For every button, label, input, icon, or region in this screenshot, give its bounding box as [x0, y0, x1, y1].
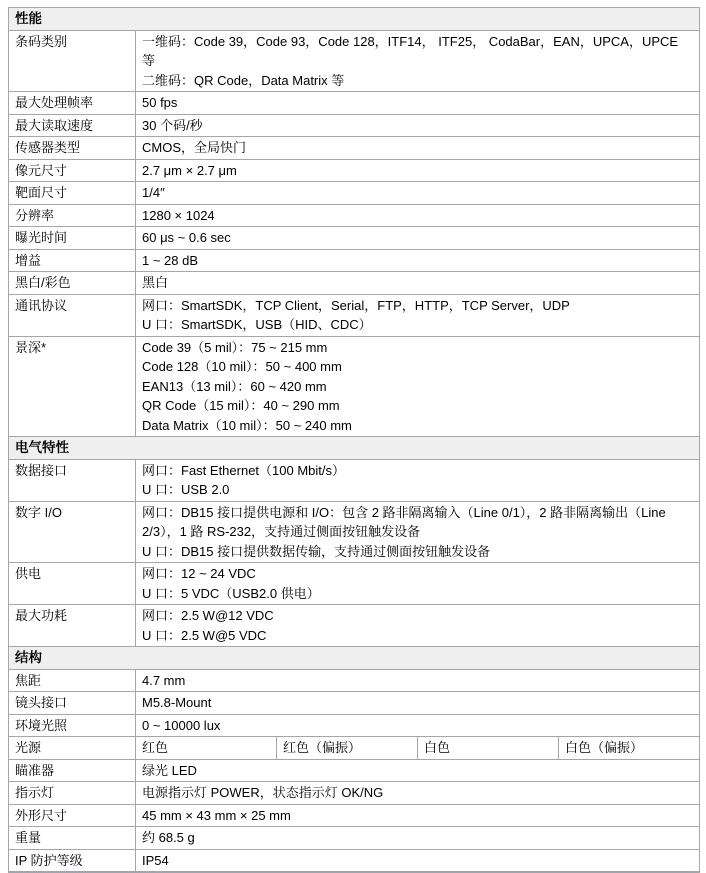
table-row	[9, 827, 700, 850]
value-line: 网口：Fast Ethernet（100 Mbit/s）	[142, 462, 346, 478]
table-row	[9, 204, 700, 227]
table-row	[9, 714, 700, 737]
value-line: 1/4″	[142, 185, 165, 200]
spec-label: IP 防护等级	[9, 849, 136, 872]
spec-value	[136, 827, 700, 850]
value-line: 网口：2.5 W@12 VDC	[142, 608, 274, 623]
table-row	[9, 563, 700, 605]
table-row	[9, 182, 700, 205]
section-header-row	[9, 437, 700, 460]
spec-label: 最大功耗	[9, 605, 136, 647]
value-line: 4.7 mm	[142, 672, 186, 688]
spec-value	[136, 759, 700, 782]
spec-label: 镜头接口	[9, 692, 136, 715]
value-line: 1280 × 1024	[142, 207, 215, 223]
table-row	[9, 804, 700, 827]
table-row	[9, 137, 700, 160]
spec-label: 通讯协议	[9, 294, 136, 336]
section-header-row	[9, 8, 700, 31]
value-line: CMOS，全局快门	[142, 140, 247, 155]
table-row	[9, 605, 700, 647]
value-line: 30 个码/秒	[142, 117, 203, 133]
spec-value	[136, 605, 700, 647]
spec-value	[136, 272, 700, 295]
spec-value	[136, 249, 700, 272]
value-line: 2.7 μm × 2.7 μm	[142, 162, 237, 178]
spec-value	[136, 459, 700, 501]
spec-label: 靶面尺寸	[9, 182, 136, 205]
spec-label: 曝光时间	[9, 227, 136, 250]
table-row	[9, 227, 700, 250]
value-line: 60 μs ~ 0.6 sec	[142, 230, 231, 245]
value-line: U 口：USB 2.0	[142, 482, 230, 497]
value-line: 网口：12 ~ 24 VDC	[142, 566, 256, 581]
table-row	[9, 759, 700, 782]
spec-label: 供电	[9, 563, 136, 605]
spec-value	[136, 692, 700, 715]
table-row	[9, 336, 700, 437]
spec-value	[136, 114, 700, 137]
section-title: 性能	[9, 8, 700, 31]
spec-value	[136, 714, 700, 737]
value-line: QR Code（15 mil）：40 ~ 290 mm	[142, 398, 340, 413]
value-line: 45 mm × 43 mm × 25 mm	[142, 807, 291, 823]
table-row	[9, 249, 700, 272]
value-line: Code 39（5 mil）：75 ~ 215 mm	[142, 339, 328, 355]
value-line: IP54	[142, 852, 169, 868]
value-line: U 口：2.5 W@5 VDC	[142, 627, 267, 643]
table-row	[9, 459, 700, 501]
table-row	[9, 294, 700, 336]
value-line: 黑白	[142, 275, 169, 290]
value-line: 0 ~ 10000 lux	[142, 717, 221, 733]
value-line: 1 ~ 28 dB	[142, 252, 199, 268]
spec-value-option: 红色	[136, 737, 277, 760]
table-row	[9, 159, 700, 182]
spec-label: 数据接口	[9, 459, 136, 501]
spec-value-option: 白色	[418, 737, 559, 760]
spec-label: 传感器类型	[9, 137, 136, 160]
spec-label: 焦距	[9, 669, 136, 692]
spec-label: 像元尺寸	[9, 159, 136, 182]
spec-value	[136, 336, 700, 437]
section-header-row	[9, 647, 700, 670]
value-line: 电源指示灯 POWER，状态指示灯 OK/NG	[142, 785, 384, 800]
table-row	[9, 849, 700, 872]
table-row	[9, 737, 700, 760]
spec-label: 环境光照	[9, 714, 136, 737]
table-row	[9, 30, 700, 92]
spec-label: 指示灯	[9, 782, 136, 805]
table-row	[9, 114, 700, 137]
spec-value	[136, 204, 700, 227]
spec-label: 光源	[9, 737, 136, 760]
spec-value-option: 白色（偏振）	[559, 737, 700, 760]
table-row	[9, 692, 700, 715]
spec-label: 条码类别	[9, 30, 136, 92]
table-row	[9, 272, 700, 295]
spec-value	[136, 782, 700, 805]
spec-value	[136, 669, 700, 692]
value-line: U 口：DB15 接口提供数据传输，支持通过侧面按钮触发设备	[142, 543, 491, 559]
value-line: M5.8-Mount	[142, 695, 212, 710]
value-line: Code 128（10 mil）：50 ~ 400 mm	[142, 359, 342, 374]
spec-label: 分辨率	[9, 204, 136, 227]
table-row	[9, 92, 700, 115]
spec-value	[136, 227, 700, 250]
spec-value	[136, 159, 700, 182]
value-line: 一维码：Code 39，Code 93，Code 128，ITF14， ITF25， CodaBar，EAN，UPCA，UPCE 等	[142, 33, 679, 68]
table-row	[9, 782, 700, 805]
value-line: 二维码：QR Code，Data Matrix 等	[142, 72, 345, 88]
spec-label: 最大处理帧率	[9, 92, 136, 115]
spec-value	[136, 294, 700, 336]
spec-label: 增益	[9, 249, 136, 272]
value-line: 网口：DB15 接口提供电源和 I/O：包含 2 路非隔离输入（Line 0/1），2 路非隔离输出（Line 2/3），1 路 RS-232，支持通过侧面按钮触发设备	[142, 504, 666, 539]
spec-value	[136, 849, 700, 872]
spec-label: 景深*	[9, 336, 136, 437]
value-line: 绿光 LED	[142, 762, 197, 778]
spec-label: 重量	[9, 827, 136, 850]
spec-label: 外形尺寸	[9, 804, 136, 827]
section-title: 结构	[9, 647, 700, 670]
spec-value-option: 红色（偏振）	[277, 737, 418, 760]
spec-label: 最大读取速度	[9, 114, 136, 137]
table-row	[9, 669, 700, 692]
spec-table	[8, 7, 700, 873]
spec-label: 黑白/彩色	[9, 272, 136, 295]
spec-label: 瞄准器	[9, 759, 136, 782]
value-line: Data Matrix（10 mil）：50 ~ 240 mm	[142, 417, 352, 433]
value-line: U 口：5 VDC（USB2.0 供电）	[142, 585, 320, 601]
spec-value	[136, 563, 700, 605]
value-line: 50 fps	[142, 95, 178, 110]
spec-value	[136, 30, 700, 92]
section-title: 电气特性	[9, 437, 700, 460]
value-line: EAN13（13 mil）：60 ~ 420 mm	[142, 378, 327, 394]
spec-value	[136, 137, 700, 160]
value-line: U 口：SmartSDK，USB（HID、CDC）	[142, 317, 372, 332]
spec-value	[136, 501, 700, 563]
spec-label: 数字 I/O	[9, 501, 136, 563]
spec-value	[136, 182, 700, 205]
table-row	[9, 501, 700, 563]
value-line: 网口：SmartSDK，TCP Client，Serial，FTP，HTTP，TCP Server，UDP	[142, 297, 570, 313]
spec-value	[136, 92, 700, 115]
value-line: 约 68.5 g	[142, 830, 195, 845]
spec-value	[136, 804, 700, 827]
